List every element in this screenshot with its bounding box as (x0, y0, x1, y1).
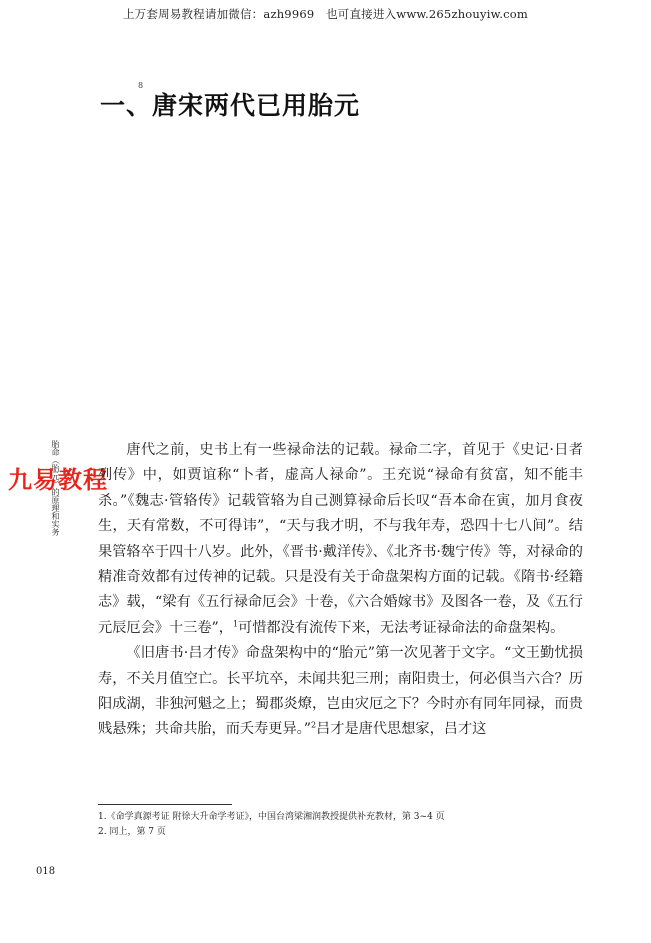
footnote-ref-2: 2 (310, 720, 317, 730)
title-mark: 8 (138, 81, 144, 90)
paragraph-2: 《旧唐书·吕才传》命盘架构中的“胎元”第一次见著于文字。“文王勤忧损寿，不关月值空亡。长平坑卒，未闻共犯三刑；南阳贵士，何必俱当六合？历阳成湖，非独河魁之上；蜀郡炎燎，岂由灾厄之下？今时亦有同年同禄，而贵贱悬殊；共命共胎，而夭寿更异。”$^2$吕才是唐代思想家，吕才这 (98, 645, 583, 738)
footnote-divider (98, 804, 232, 805)
footnote-2: 2. 同上，第 7 页 (98, 827, 166, 837)
footnote-1: 1.《命学真源考证 附徐大升命学考证》，中国台湾梁湘润教授提供补充教材，第 3~4 页 (98, 812, 445, 822)
side-brand-watermark: 九易教程 (8, 466, 108, 494)
chapter-title: 一、唐宋两代已用胎元 (100, 91, 361, 120)
paragraph-1: 唐代之前，史书上有一些禄命法的记载。禄命二字，首见于《史记·日者列传》中，如贾谊称“卜者，虚高人禄命”。王充说“禄命有贫富，知不能丰杀。”《魏志·管辂传》记载管辂为自己测算禄命后长叹“吾本命在寅，加月食夜生，天有常数，不可得讳”，“天与我才明，不与我年寿，恐四十七八间”。结果管辂卒于四十八岁。此外，《晋书·戴洋传》、《北齐书·魏宁传》等，对禄命的精准奇效都有过传神的记载。只是没有关于命盘架构方面的记载。《隋书·经籍志》载，“梁有《五行禄命厄会》十卷，《六合婚嫁书》及图各一卷，及《五行元辰厄会》十三卷”，$^1$可惜都没有流传下来，无法考证禄命法的命盘架构。 (98, 442, 583, 636)
top-watermark: 上万套周易教程请加微信：azh9969 也可直接进入www.265zhouyiw.com (122, 7, 529, 21)
body-text (98, 438, 583, 743)
page-number: 018 (36, 866, 56, 877)
footnote-ref-1: 1 (232, 619, 239, 629)
footnotes (98, 810, 583, 840)
side-running-header: 胎命（胎元）的原理和实务 (51, 440, 60, 536)
